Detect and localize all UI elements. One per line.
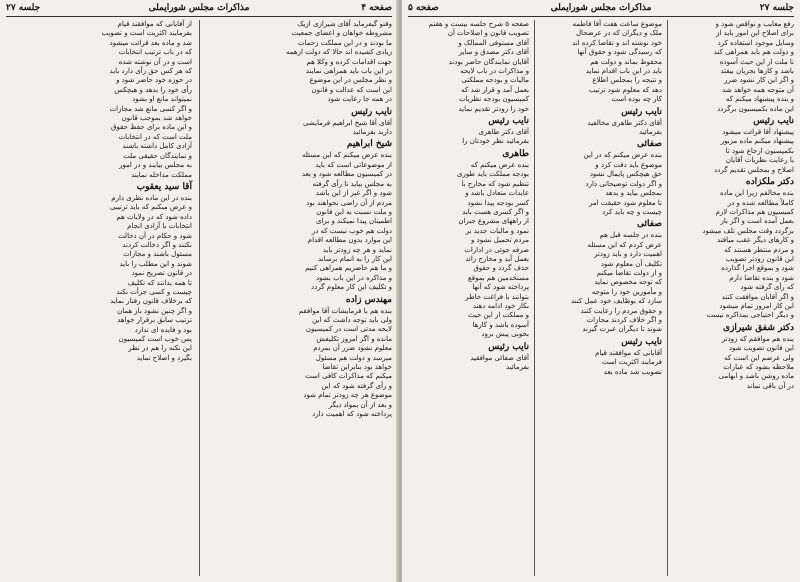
text-line: در آن باقی نماند [746, 381, 794, 390]
text-line: پرداخته شود که اهمیت دارد [312, 410, 392, 419]
text-line: و ملت نسبت به این قانون [316, 207, 392, 216]
text-line: در قانون تصریح نمود [131, 269, 192, 278]
text-line: مردم از آن راضی نخواهند بود [306, 198, 392, 207]
text-line: که توجه مخصوص نماید [594, 278, 662, 287]
text-line: برگردد وقت مجلس تلف میشود [702, 226, 794, 235]
text-line: و مذاکرات در باب لایحه [460, 67, 529, 76]
text-line: پیشنهاد آقا قرائت میشود [722, 128, 794, 137]
text-line: اطمینان پیدا نمیکند و برای [315, 217, 392, 226]
text-line: شود و بموقع اجرا گذارده [721, 264, 794, 273]
right-page-number: صفحه ۵ [408, 3, 439, 13]
text-line: در این باب باید همراهی نمایند [305, 67, 392, 76]
text-line: عرض کردم که این مسئله [587, 240, 662, 249]
text-line: باید در این باب اقدام نماید [585, 67, 662, 76]
text-line: به مجلس بیایند و در امور [119, 161, 192, 170]
text-line: کار چه بوده است [611, 95, 662, 104]
text-line: بگیرد و اصلاح نماید [136, 353, 192, 362]
text-line: بنده عرض میکنم که این مسئله [301, 151, 392, 160]
text-line: لایحه مدتی است در کمیسیون [305, 325, 392, 334]
text-line: و از دولت تقاضا میکنم [596, 268, 662, 277]
text-line: آزادی کامل داشته باشند [122, 142, 192, 151]
text-line: و دیگر احتیاجی بمذاکره نیست [706, 311, 794, 320]
text-line: محفوظ بماند و دولت هم [590, 57, 662, 66]
text-line: داده شود که در ولایات هم [116, 212, 192, 221]
left-page-column-1 [206, 20, 392, 578]
column-divider [667, 20, 668, 576]
text-line: این قانون تصویب شود [728, 344, 794, 353]
text-line: بنده در جلسه قبل هم [599, 231, 662, 240]
text-line: بعمل آمده است و اگر باز [720, 217, 794, 226]
text-line: و ما هم حاضریم همراهی کنیم [305, 264, 392, 273]
text-line: موضوع هر چه زودتر تمام شود [303, 391, 392, 400]
text-line: بکار خود ادامه دهند [472, 301, 529, 310]
text-line: نمود و مالیات جدید بر [465, 226, 529, 235]
text-line: و مذاکره در این باب بشود [315, 273, 392, 282]
column-divider [199, 20, 200, 576]
text-line: بتوانند با فراغت خاطر [465, 292, 529, 301]
text-line: و عرض میکنم که باید ترتیبی [109, 203, 192, 212]
text-line: مملکت مداخله نمایند [131, 170, 192, 179]
text-line: تنظیم شود که مخارج با [461, 179, 529, 188]
text-line: ولی عرضم این است که [724, 353, 794, 362]
text-line: و نظر مجلس در این موضوع [309, 76, 392, 85]
text-line: نمیتواند مانع او بشود [132, 95, 192, 104]
text-line: از آقایانی که موافقند قیام [117, 20, 192, 28]
text-line: بعمل آمد و قرار شد که [461, 85, 529, 94]
text-line: موضوع باید دقت کرد و [595, 160, 662, 169]
text-line: اصلاح و بمجلس تقدیم گردد [714, 165, 794, 174]
text-line: و کارهای دیگر عقب میافتد [717, 236, 794, 245]
text-line: حق هیچکس پایمال نشود [589, 170, 662, 179]
text-line: شود و حکام در آن دخالت [118, 231, 192, 240]
text-line: میرسد و دولت هم مسئول [315, 353, 392, 362]
text-line: کمیسیون هم مذاکرات لازم [715, 207, 794, 216]
text-line: و مملکت از این حیث [468, 311, 529, 320]
text-line: و اگر این کار نشود ضرر [724, 76, 794, 85]
text-line: کاملاً مطالعه شده و در [727, 198, 794, 207]
text-line: آن متوجه همه خواهد شد [722, 85, 794, 94]
right-page-header [408, 2, 794, 17]
text-line: که برخلاف قانون رفتار نماید [110, 297, 192, 306]
text-line: که رأی گرفته شود [740, 283, 794, 292]
text-line: دهد که معلوم شود ترتیب [588, 85, 662, 94]
text-line: خواهد شد بموجب قانون [121, 114, 192, 123]
text-line: ملاحظه بشود که عبارات [723, 363, 794, 371]
text-line: تا ملت از این حیث آسوده [719, 57, 794, 66]
text-line: بنده مخالفم زیرا این ماده [719, 189, 794, 198]
text-line: و مأمورین خود را متوجه [591, 287, 662, 296]
speaker-name: دکتر ملکزاده [745, 177, 794, 188]
text-line: بفرمائید [639, 128, 662, 137]
text-line: و رأی گرفته شود که این [321, 381, 392, 390]
text-line: خود را زودتر تقدیم نماید [458, 104, 529, 113]
text-line: و اگر دولت توضیحاتی دارد [585, 179, 662, 188]
text-line: ماده روشن باشد و ابهامی [718, 372, 794, 381]
text-line: برای اصلاح این امور باید از [716, 29, 794, 38]
text-line: بودجه مملکت باید طوری [456, 170, 529, 179]
text-line: نکنند و اگر دخالت کردند [122, 240, 192, 249]
text-line: دولت هم خوب نیست که در [311, 226, 392, 235]
text-line: با رعایت نظریات آقایان [725, 156, 794, 165]
text-line: چیست و کسی جرأت نکند [116, 287, 192, 296]
text-line: بفرمایند اکثریت است و تصویب [101, 29, 192, 38]
text-line: ولی باید توجه داشت که این [312, 315, 392, 324]
text-line: معلوم نشود ضرر آن بمردم [313, 344, 392, 353]
text-line: ما بودند و در این مملکت زحمات [298, 38, 392, 47]
text-line: تکلیف آن معلوم شود [600, 259, 662, 268]
text-line: و این ماده برای حفظ حقوق [110, 123, 192, 132]
text-line: و بعد از آن بمواد دیگر [328, 400, 392, 409]
text-line: موضوع ساعت هفت آقا فاطمه [572, 20, 662, 28]
text-line: وقتو گیفرماید آقای شیرازی ازیک [297, 20, 392, 28]
text-line: این ماده بکمیسیون برگردد [717, 104, 794, 113]
text-line: دارید بفرمائید [352, 128, 392, 137]
text-line: آقایان نمایندگان حاضر بودند [448, 57, 529, 66]
text-line: آقای صفائی موافقید [470, 353, 529, 362]
text-line: تصویب شد ماده بعد [603, 367, 662, 376]
text-line: بکمیسیون ارجاع شود تا [725, 146, 794, 155]
speaker-name: نایب رئیس [621, 336, 662, 347]
left-page-number: صفحه ۴ [361, 3, 392, 13]
text-line: شود و بنده تقاضا دارم [729, 273, 794, 282]
left-page-running-title: مذاکرات مجلس شورایملی [148, 3, 250, 13]
text-line: و تکلیف این کار معلوم گردد [311, 283, 392, 292]
left-page-header [6, 2, 392, 17]
text-line: ملک و دیگران که در عرضحال [575, 29, 662, 38]
column-divider [534, 20, 535, 576]
text-line: بنده در این ماده نظری دارم [111, 193, 192, 202]
speaker-name: مهندس زاده [345, 294, 392, 305]
text-line: در حوزه خود حاضر شود و [116, 76, 192, 85]
text-line: این است که عدالت و قانون [311, 85, 392, 94]
text-line: مالیات و بودجه مملکتی [461, 76, 529, 85]
text-line: این قانون زودتر تصویب [725, 254, 794, 263]
text-line: و اگر کسی مانع شد مجازات [109, 104, 192, 113]
right-page-column-2 [541, 20, 662, 578]
text-line: و مردم منتظر هستند که [724, 245, 794, 254]
text-line: در همه جا رعایت شود [327, 95, 392, 104]
speaker-name: نایب رئیس [753, 116, 794, 127]
text-line: باشد و کارها بجریان بیفتد [720, 67, 794, 76]
text-line: و اگر خلاف کردند مجازات [586, 315, 662, 324]
text-line: و اگر چنین نشود باز همان [117, 306, 192, 315]
text-line: ملت است که در انتخابات [118, 132, 192, 141]
left-page-column-2 [6, 20, 192, 578]
speaker-name: آقا سید یعقوب [136, 181, 192, 192]
text-line: فرمایند اکثریت است [601, 358, 662, 367]
right-page-running-title: مذاکرات مجلس شورایملی [550, 3, 652, 13]
text-line: که در باب ترتیب انتخابات [118, 48, 192, 57]
text-line: مانده و اگر امروز تکلیفش [316, 334, 392, 343]
speaker-name: شیخ ابراهیم [346, 139, 392, 150]
right-page [402, 0, 800, 582]
left-page [0, 0, 398, 582]
text-line: است و در آن نوشته شده [118, 57, 192, 66]
text-line: بخوبی پیش برود [481, 330, 529, 339]
right-page-session-number: جلسه ۲۷ [759, 3, 794, 13]
text-line: تصویب قانون و اصلاحات آن [447, 29, 529, 38]
text-line: انتخابات با آزادی انجام [127, 222, 192, 231]
text-line: صفحه ۵ شرح جلسه بیست و هفتم [428, 20, 529, 28]
text-line: رأی خود را بدهد و هیچکس [114, 85, 192, 94]
text-line: این کار را به اتمام برساند [317, 254, 392, 263]
text-line: و حقوق مردم را رعایت کنند [580, 306, 662, 315]
right-page-column-1 [673, 20, 794, 578]
text-line: که رسیدگی شود و حقوق آنها [577, 48, 662, 57]
text-line: و بنده پیشنهاد میکنم که [725, 95, 794, 104]
text-line: آقای آقا شیخ ابراهیم فرمایشی [302, 118, 392, 127]
text-line: بود و فایده ای ندارد [134, 325, 192, 334]
text-line: بمجلس بیاید و بدهد [605, 189, 662, 198]
text-line: شود و اگر غیر از این باشد [315, 189, 392, 198]
text-line: کمیسیون بودجه نظریات [458, 95, 529, 104]
text-line: از راههای مشروع جبران [458, 217, 529, 226]
text-line: آقای دکتر مصدق و سایر [458, 48, 529, 57]
text-line: به مجلس بیاید تا رأی گرفته [312, 179, 392, 188]
text-line: زیادی کشیده اند حالا که دولت ازهمه [286, 48, 392, 57]
text-line: حذف گردد و حقوق [473, 264, 529, 273]
text-line: آقایانی که موافقند قیام [595, 348, 662, 357]
text-line: خود نوشته اند و تقاضا کرده اند [572, 38, 662, 47]
text-line: جهت اقدامات کرده و وکلا هم [306, 57, 392, 66]
text-line: این موارد بدون مطالعه اقدام [307, 236, 392, 245]
text-line: بنده عرض میکنم که [470, 160, 529, 169]
text-line: کسر بودجه پیدا نشود [467, 198, 529, 207]
text-line: عایدات متعادل باشد و [465, 189, 529, 198]
text-line: شوند تا دیگران عبرت گیرند [582, 325, 662, 334]
speaker-name: صفائی [637, 219, 662, 230]
text-line: بعمل آید و مخارج زائد [465, 254, 529, 263]
speaker-name: دکتر شفق شیرازی [723, 322, 794, 333]
text-line: مشروطه خواهان و اعضای جمعیت [291, 29, 392, 38]
text-line: آسوده باشد و کارها [472, 320, 529, 329]
text-line: بنده عرض میکنم که در این [583, 151, 662, 160]
text-line: ترتیب سابق برقرار خواهد [117, 316, 192, 325]
text-line: مسئول باشند و مجازات [123, 250, 192, 259]
text-line: و اگر کسری هست باید [462, 207, 529, 216]
right-page-column-3 [408, 20, 529, 578]
text-line: این نکته را هم در نظر [128, 344, 192, 353]
text-line: بفرمائید نظر خودتان را [462, 137, 529, 146]
text-line: پرداخته شود که آنها [472, 283, 529, 292]
text-line: چیست و چه باید کرد [602, 207, 662, 216]
speaker-name: نایب رئیس [621, 106, 662, 117]
text-line: میکنم که مذاکرات کافی است [305, 372, 392, 381]
text-line: مستخدمین هم بموقع [468, 273, 529, 282]
left-page-session-number: جلسه ۲۷ [6, 3, 41, 13]
text-line: شوند و این مطلب را باید [119, 259, 192, 268]
text-line: و نمایندگان حقیقی ملت [123, 151, 192, 160]
text-line: بفرمائید [506, 363, 529, 371]
text-line: از موضوعاتی است که باید [315, 160, 392, 169]
text-line: نماید و هر چه زودتر باید [322, 245, 392, 254]
speaker-name: نایب رئیس [488, 116, 529, 127]
text-line: پیشنهاد میکنم ماده مزبور [720, 137, 794, 146]
text-line: و نتیجه را بمجلس اطلاع [592, 76, 662, 85]
text-line: در کمیسیون مطالعه شود و بعد [301, 170, 392, 179]
text-line: رفع معایب و نواقص شود و [715, 20, 794, 28]
text-line: تا همه بدانند که تکلیف [127, 278, 192, 287]
text-line: این کار امروز تمام میشود [719, 301, 794, 310]
speaker-name: طاهری [502, 148, 529, 159]
speaker-name: نایب رئیس [488, 341, 529, 352]
speaker-name: نایب رئیس [351, 106, 392, 117]
text-line: بنده هم با فرمایشات آقا موافقم [298, 306, 392, 315]
text-line: صرفه جوئی در ادارات [464, 245, 529, 254]
text-line: وسایل موجود استفاده کرد [717, 38, 794, 47]
text-line: آقای دکتر طاهری مخالفید [587, 118, 662, 127]
text-line: و اگر آقایان موافقت کنند [721, 292, 794, 301]
text-line: آقای مستوفی الممالک و [458, 38, 529, 47]
text-line: شد و ماده بعد قرائت میشود [109, 38, 192, 47]
text-line: و دولت هم باید همراهی کند [713, 48, 794, 57]
text-line: خواهد بود بنابراین تقاضا [322, 363, 392, 371]
text-line: تا معلوم شود حقیقت امر [589, 198, 662, 207]
text-line: مردم تحمیل نشود و [471, 236, 529, 245]
text-line: که هر کس حق رأی دارد باید [109, 67, 192, 76]
text-line: آقای دکتر طاهری [478, 128, 529, 137]
text-line: اهمیت دارد و باید زودتر [594, 250, 662, 259]
text-line: بنده هم موافقم که زودتر [721, 334, 794, 343]
speaker-name: صفائی [637, 139, 662, 150]
text-line: پس خوب است کمیسیون [118, 335, 192, 343]
text-line: سازد که بوظایف خود عمل کنند [571, 297, 662, 306]
